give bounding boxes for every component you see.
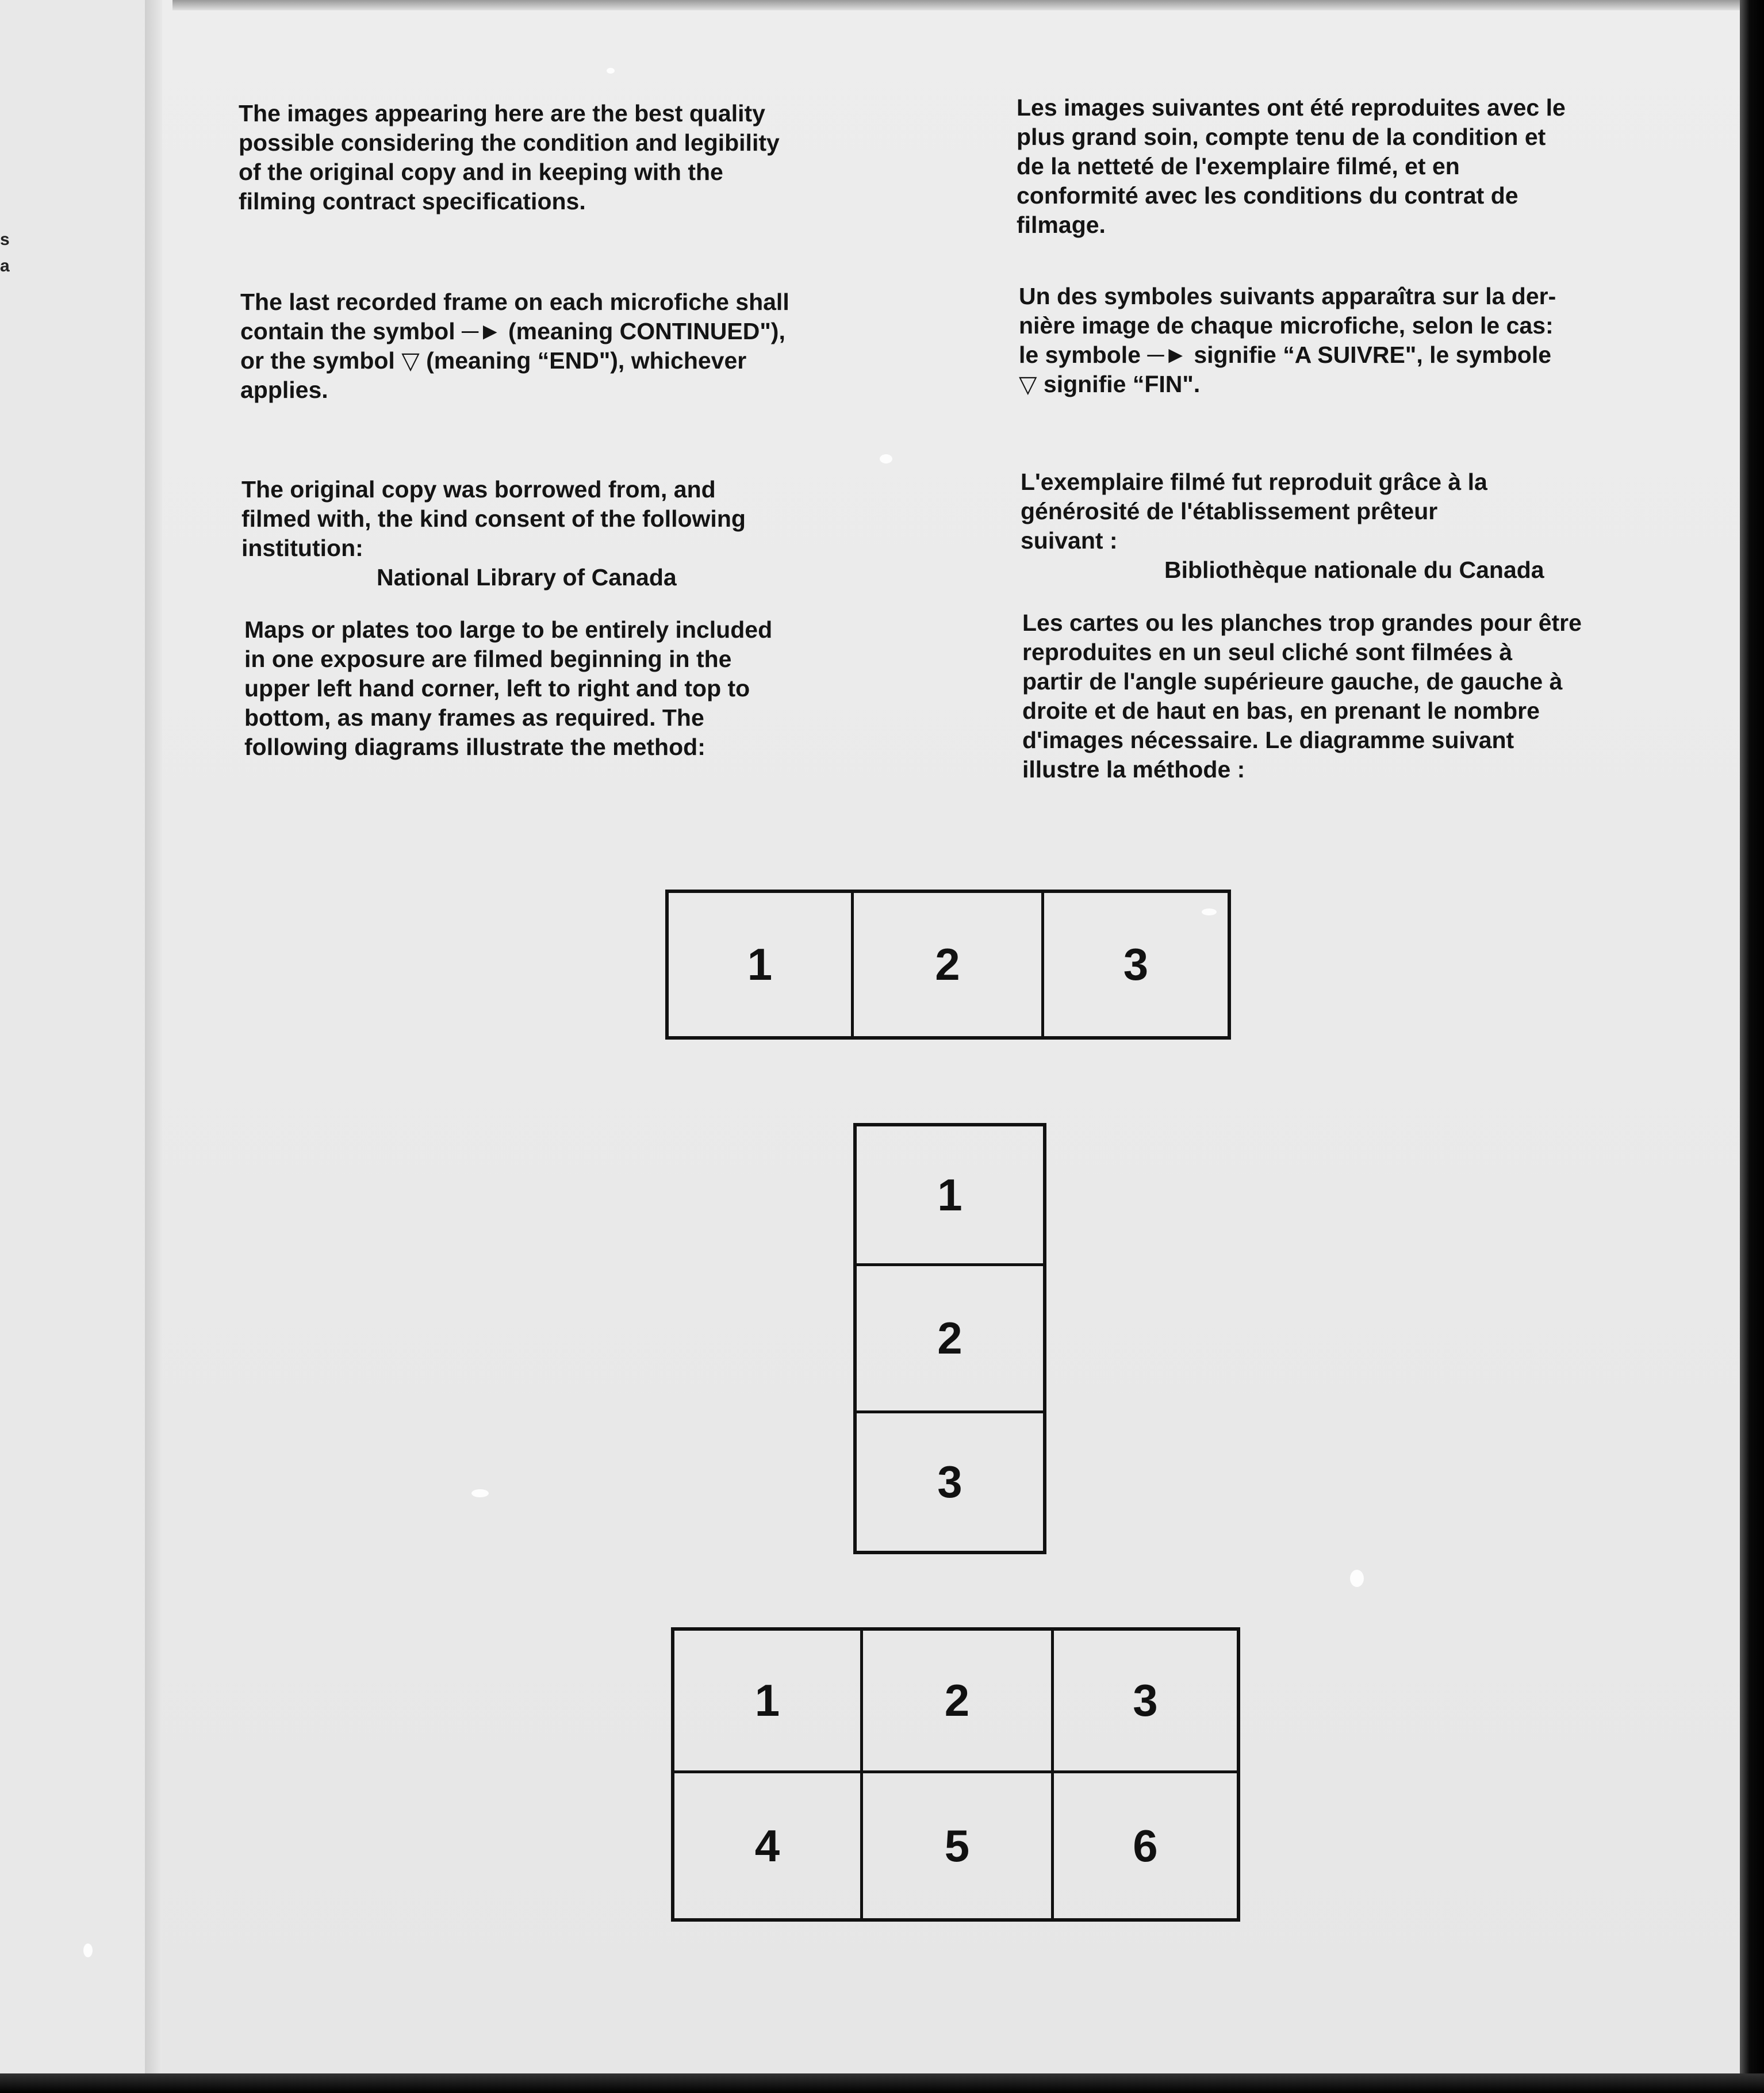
diagram-grid: [671, 1627, 1240, 1922]
english-institution-name: National Library of Canada: [377, 564, 677, 591]
english-paragraph-institution: [241, 446, 746, 622]
french-institution-intro: L'exemplaire filmé fut reproduit grâce à la générosité de l'établissement prêteur suivant :: [1021, 469, 1487, 554]
frame-cell: 5: [863, 1773, 1054, 1918]
frame-cell: 1: [669, 893, 854, 1036]
dust-speck: [471, 1489, 489, 1497]
previous-page-margin: [0, 0, 145, 2093]
frame-cell: 2: [863, 1631, 1054, 1773]
diagram-vertical: [853, 1123, 1046, 1554]
frame-cell: 4: [674, 1773, 863, 1918]
margin-char-1: s: [0, 230, 10, 249]
french-paragraph-maps: Les cartes ou les planches trop grandes pour être reproduites en un seul cliché sont filmées à partir de l'angle supérieure gauche, de gauche à droite et de haut en bas, en prenant le nombre d'images nécessaire. Le diagramme suivant illustre la méthode :: [1022, 610, 1582, 783]
dust-speck: [880, 454, 892, 463]
film-frame-right-border: [1740, 0, 1764, 2093]
margin-char-2: a: [0, 256, 10, 275]
french-paragraph-quality: Les images suivantes ont été reproduites avec le plus grand soin, compte tenu de la condition et de la netteté de l'exemplaire filmé, et en conformité avec les conditions du contrat de filmage.: [1017, 94, 1566, 238]
dust-speck: [1202, 908, 1217, 915]
english-institution-intro: The original copy was borrowed from, and filmed with, the kind consent of the following institution:: [241, 476, 746, 561]
frame-cell: 1: [857, 1126, 1043, 1266]
frame-cell: 1: [674, 1631, 863, 1773]
english-paragraph-symbols: The last recorded frame on each microfiche shall contain the symbol ─► (meaning CONTINUED"), or the symbol ▽ (meaning “END"), whichever applies.: [240, 289, 789, 403]
film-frame-bottom-border: [0, 2073, 1764, 2093]
diagram-horizontal: [665, 890, 1231, 1040]
frame-cell: 3: [1054, 1631, 1237, 1773]
dust-speck: [83, 1943, 93, 1957]
frame-cell: 2: [857, 1266, 1043, 1413]
frame-cell: 3: [937, 1456, 962, 1507]
dust-speck: [1350, 1570, 1364, 1587]
frame-cell: 6: [1133, 1820, 1158, 1871]
page-fold-shadow: [145, 0, 162, 2093]
french-paragraph-symbols: Un des symboles suivants apparaîtra sur la der- nière image de chaque microfiche, selon le cas: le symbole ─► signifie “A SUIVRE", le symbole ▽ signifie “FIN".: [1019, 283, 1556, 397]
frame-cell: 3: [1123, 939, 1149, 990]
english-paragraph-quality: The images appearing here are the best quality possible considering the condition and legibility of the original copy and in keeping with the filming contract specifications.: [239, 100, 780, 214]
frame-cell: 2: [854, 893, 1044, 1036]
french-paragraph-institution: [1021, 438, 1544, 614]
french-institution-name: Bibliothèque nationale du Canada: [1164, 557, 1544, 583]
english-paragraph-maps: Maps or plates too large to be entirely included in one exposure are filmed beginning in the upper left hand corner, left to right and top to bottom, as many frames as required. The following diagrams illustrate the method:: [244, 616, 773, 760]
top-border: [172, 0, 1764, 10]
dust-speck: [607, 68, 615, 74]
